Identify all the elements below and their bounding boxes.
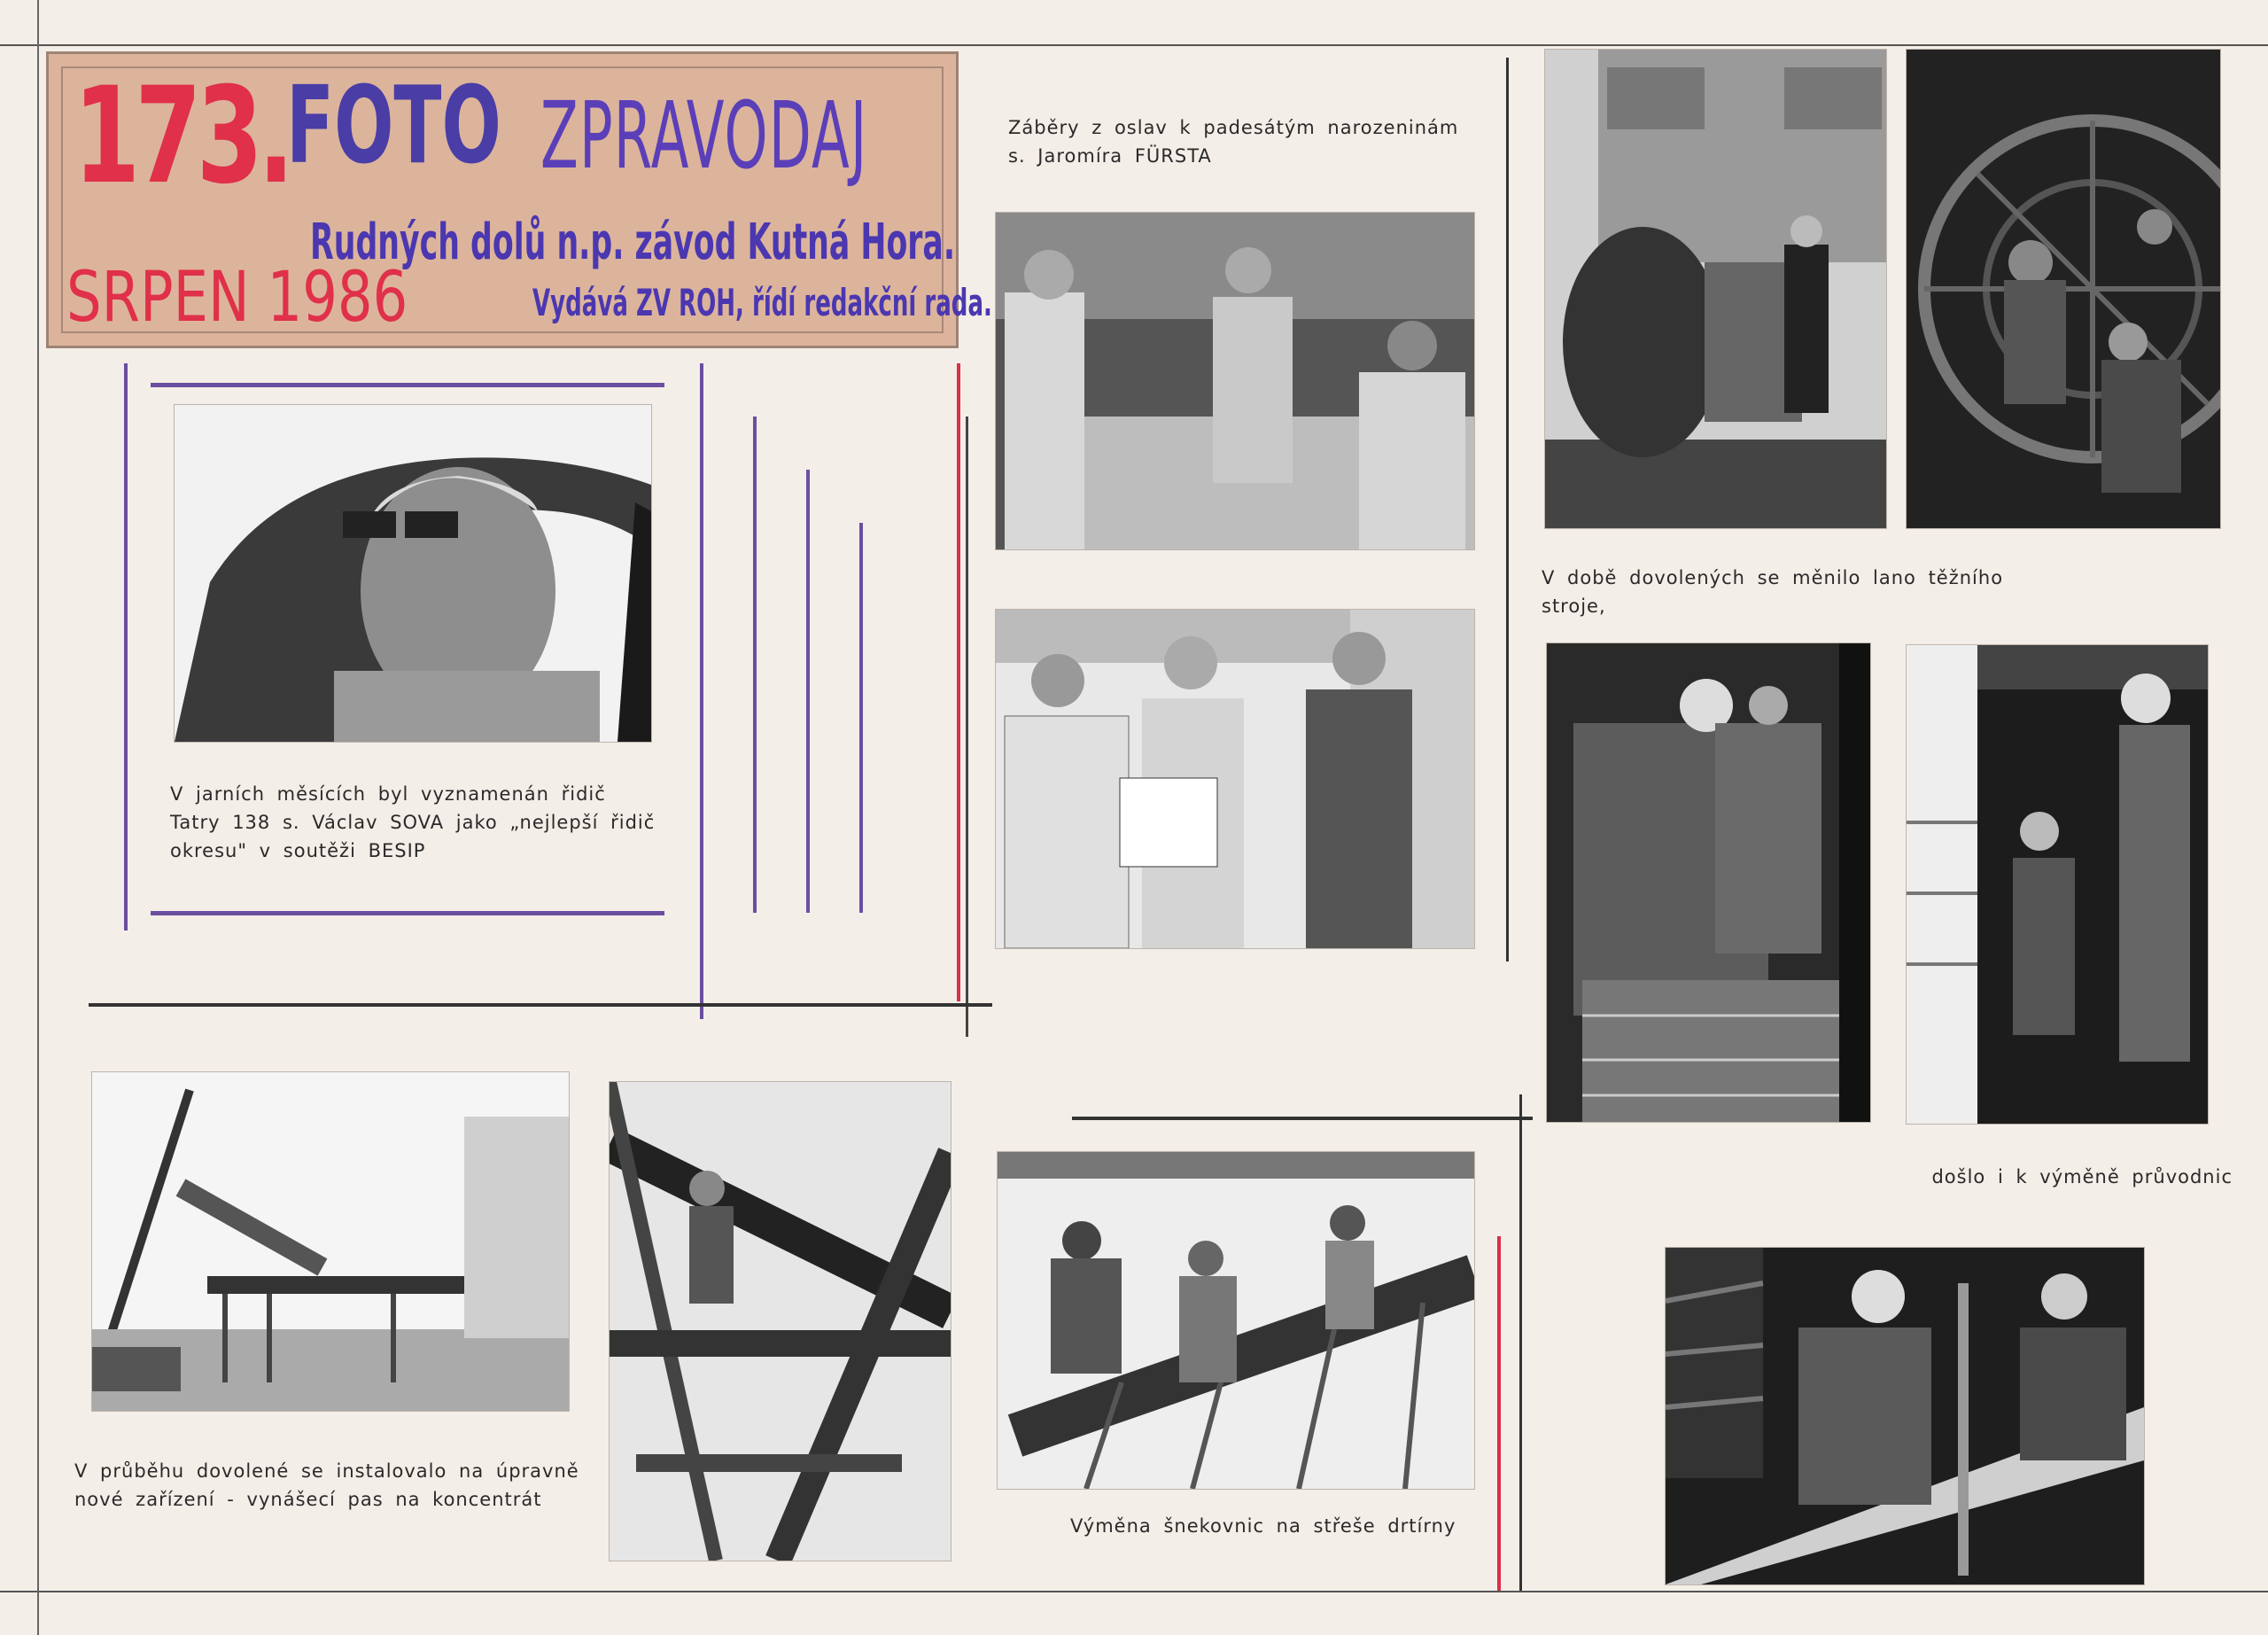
photo-award-ceremony xyxy=(996,610,1474,948)
photo-roof-workers xyxy=(998,1152,1474,1489)
purple-rule-b xyxy=(753,417,757,913)
left-rule xyxy=(37,0,39,1635)
caption-sova: V jarních měsících byl vyznamenán řidič Tatry 138 s. Václav SOVA jako „nejlepší řidič okresu" v soutěži BESIP xyxy=(170,783,656,861)
issue-number: 173. xyxy=(74,59,290,214)
dark-rule-right-horizontal xyxy=(1072,1117,1533,1120)
purple-rule-bottom xyxy=(151,911,664,915)
photo-winding-wheel xyxy=(1907,50,2220,528)
purple-rule-left xyxy=(124,363,128,930)
masthead xyxy=(46,51,992,348)
masthead-zpravodaj: ZPRAVODAJ xyxy=(540,82,868,190)
dark-rule-lower xyxy=(1519,1094,1522,1591)
caption-snekovnice: Výměna šnekovnic na střeše drtírny xyxy=(1070,1515,1456,1537)
red-rule-lower xyxy=(1497,1236,1501,1591)
photo-miners-machinery xyxy=(1547,643,1870,1122)
photo-steel-structure xyxy=(610,1082,951,1561)
dark-rule-right xyxy=(1506,58,1509,962)
red-rule-mid xyxy=(957,363,960,1001)
top-rule xyxy=(0,44,2268,46)
purple-rule-d xyxy=(859,523,863,913)
bottom-rule xyxy=(0,1591,2268,1592)
masthead-subtitle: Rudných dolů n.p. závod Kutná Hora. xyxy=(310,214,956,271)
photo-crane-conveyor xyxy=(92,1072,569,1411)
purple-rule-c xyxy=(806,470,810,913)
masthead-foto: FOTO xyxy=(286,65,501,188)
photo-portrait-sova xyxy=(175,405,651,742)
photo-cable-drum xyxy=(1545,50,1886,528)
caption-lano: V době dovolených se měnilo lano těžního stroje, xyxy=(1542,567,2004,617)
purple-rule-a xyxy=(700,363,703,1019)
issue-month: SRPEN 1986 xyxy=(66,258,408,338)
dark-rule-horizontal xyxy=(89,1003,992,1007)
caption-furst: Záběry z oslav k padesátým narozeninám s. Jaromíra FÜRSTA xyxy=(1008,117,1459,167)
purple-rule-top xyxy=(151,383,664,387)
photo-handshake xyxy=(996,213,1474,549)
photo-shaft-miners xyxy=(1907,645,2208,1124)
dark-rule-mid xyxy=(966,417,968,1037)
caption-pruvodnice: došlo i k výměně průvodnic xyxy=(1931,1166,2233,1187)
masthead-publisher: Vydává ZV ROH, řídí redakční rada. xyxy=(532,281,992,324)
caption-pas: V průběhu dovolené se instalovalo na úpravně nové zařízení - vynášecí pas na koncentrát xyxy=(74,1460,579,1510)
photo-underground-beam xyxy=(1666,1248,2144,1584)
